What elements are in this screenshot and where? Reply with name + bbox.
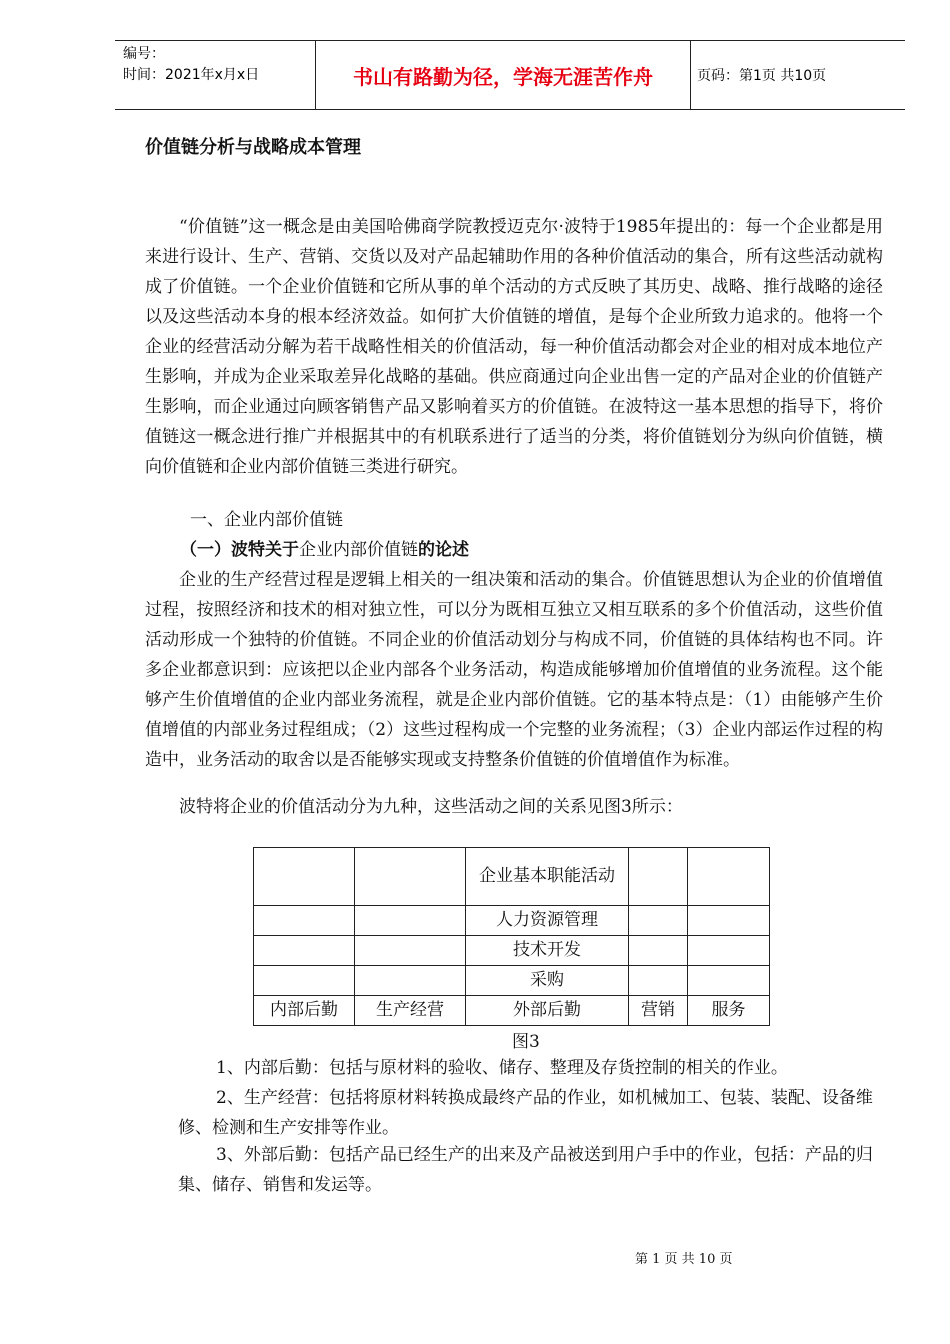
header-page-info: 页码：第1页 共10页 bbox=[697, 68, 827, 84]
empty-cell bbox=[629, 906, 688, 936]
empty-cell bbox=[254, 848, 355, 906]
primary-activity-cell: 服务 bbox=[688, 996, 770, 1026]
support-activity-cell: 人力资源管理 bbox=[466, 906, 629, 936]
intro-paragraph: “价值链”这一概念是由美国哈佛商学院教授迈克尔·波特于1985年提出的：每一个企业都是用来进行设计、生产、营销、交货以及对产品起辅助作用的各种价值活动的集合，所有这些活动就构成了价值链。一个企业价值链和它所从事的单个活动的方式反映了其历史、战略、推行战略的途径以及这些活动本身的根本经济效益。如何扩大价值链的增值，是每个企业所致力追求的。他将一个企业的经营活动分解为若干战略性相关的价值活动，每一种价值活动都会对企业的相对成本地位产生影响，并成为企业采取差异化战略的基础。供应商通过向企业出售一定的产品对企业的价值链产生影响，而企业通过向顾客销售产品又影响着买方的价值链。在波特这一基本思想的指导下，将价值链这一概念进行推广并根据其中的有机联系进行了适当的分类，将价值链划分为纵向价值链，横向价值链和企业内部价值链三类进行研究。 bbox=[145, 217, 883, 477]
page-header bbox=[115, 40, 905, 110]
list-item: 2、生产经营：包括将原材料转换成最终产品的作业，如机械加工、包装、装配、设备维修、检测和生产安排等作业。 bbox=[178, 1088, 873, 1138]
figure-intro-paragraph: 波特将企业的价值活动分为九种，这些活动之间的关系见图3所示： bbox=[179, 797, 683, 817]
primary-activity-cell: 生产经营 bbox=[355, 996, 466, 1026]
figure-caption: 图3 bbox=[512, 1032, 540, 1052]
empty-cell bbox=[688, 906, 770, 936]
sub-heading bbox=[180, 535, 469, 565]
number-label: 编号： bbox=[123, 46, 165, 62]
empty-cell bbox=[629, 848, 688, 906]
empty-cell bbox=[254, 966, 355, 996]
header-meta bbox=[123, 44, 313, 86]
header-motto: 书山有路勤为径，学海无涯苦作舟 bbox=[315, 41, 691, 109]
empty-cell bbox=[355, 936, 466, 966]
empty-cell bbox=[254, 936, 355, 966]
value-chain-figure bbox=[253, 847, 770, 1026]
empty-cell bbox=[355, 848, 466, 906]
support-activity-cell: 企业基本职能活动 bbox=[466, 848, 629, 906]
empty-cell bbox=[688, 848, 770, 906]
list-item: 3、外部后勤：包括产品已经生产的出来及产品被送到用户手中的作业，包括：产品的归集、储存、销售和发运等。 bbox=[178, 1145, 873, 1195]
primary-activity-cell: 外部后勤 bbox=[466, 996, 629, 1026]
empty-cell bbox=[629, 936, 688, 966]
empty-cell bbox=[254, 906, 355, 936]
empty-cell bbox=[629, 966, 688, 996]
document-title: 价值链分析与战略成本管理 bbox=[145, 137, 361, 158]
support-activity-cell: 技术开发 bbox=[466, 936, 629, 966]
empty-cell bbox=[355, 966, 466, 996]
empty-cell bbox=[688, 966, 770, 996]
sub-heading-part-b: 企业内部价值链 bbox=[299, 540, 418, 560]
body-paragraph: 企业的生产经营过程是逻辑上相关的一组决策和活动的集合。价值链思想认为企业的价值增值过程，按照经济和技术的相对独立性，可以分为既相互独立又相互联系的多个价值活动，这些价值活动形成一个独特的价值链。不同企业的价值活动划分与构成不同，价值链的具体结构也不同。许多企业都意识到：应该把以企业内部各个业务活动，构造成能够增加价值增值的业务流程。这个能够产生价值增值的企业内部业务流程，就是企业内部价值链。它的基本特点是：（1）由能够产生价值增值的内部业务过程组成；（2）这些过程构成一个完整的业务流程；（3）企业内部运作过程的构造中，业务活动的取舍以是否能够实现或支持整条价值链的价值增值作为标准。 bbox=[145, 570, 883, 770]
primary-activity-cell: 内部后勤 bbox=[254, 996, 355, 1026]
page-footer: 第 1 页 共 10 页 bbox=[635, 1252, 733, 1267]
empty-cell bbox=[688, 936, 770, 966]
sub-heading-part-a: （一）波特关于 bbox=[180, 540, 299, 560]
section-heading: 一、企业内部价值链 bbox=[190, 510, 343, 530]
list-item: 1、内部后勤：包括与原材料的验收、储存、整理及存货控制的相关的作业。 bbox=[216, 1058, 788, 1078]
support-activity-cell: 采购 bbox=[466, 966, 629, 996]
time-label: 时间：2021年x月x日 bbox=[123, 67, 260, 83]
sub-heading-part-c: 的论述 bbox=[418, 540, 469, 560]
empty-cell bbox=[355, 906, 466, 936]
primary-activity-cell: 营销 bbox=[629, 996, 688, 1026]
